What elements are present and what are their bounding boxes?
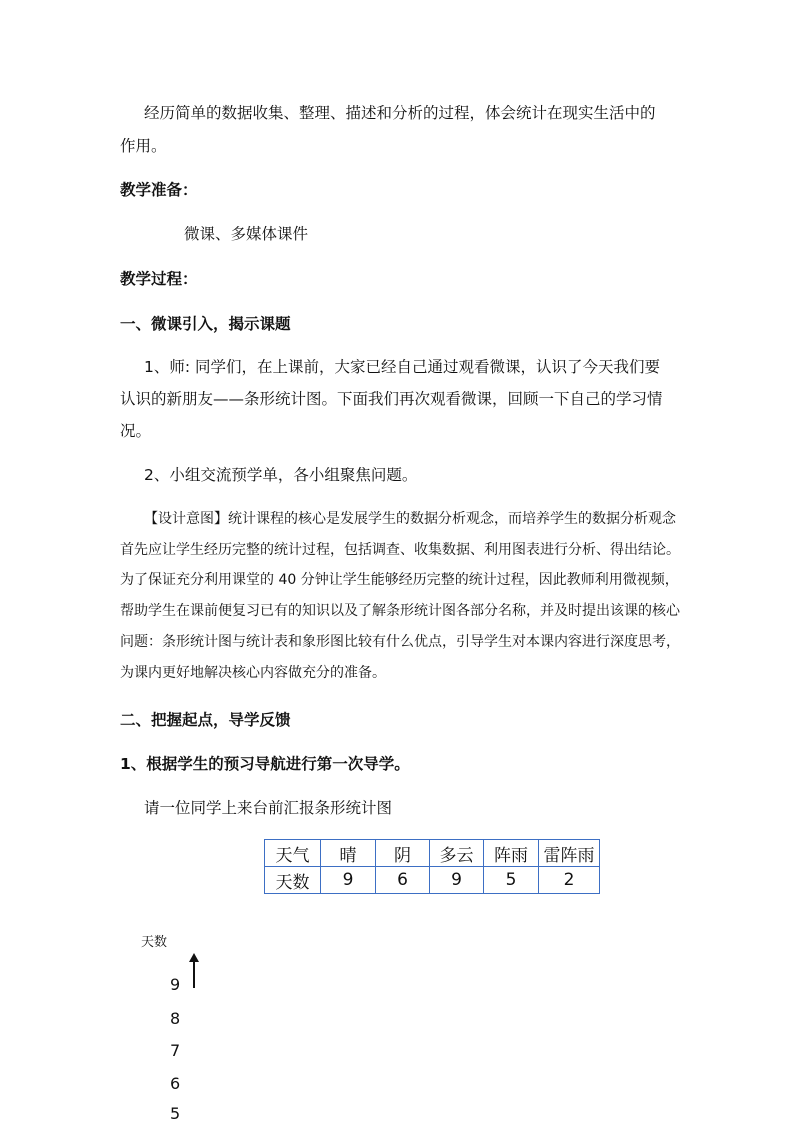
design-line-3: 为了保证充分利用课堂的 40 分钟让学生能够经历完整的统计过程，因此教师利用微视频， [120, 572, 679, 588]
table-row-header [265, 840, 600, 867]
table-cell: 5 [484, 867, 539, 894]
design-line-6: 为课内更好地解决核心内容做充分的准备。 [120, 665, 386, 681]
y-axis-label: 天数 [141, 935, 168, 950]
process-heading: 教学过程： [120, 270, 198, 288]
objective-line-1: 经历简单的数据收集、整理、描述和分析的过程，体会统计在现实生活中的 [144, 104, 656, 122]
table-cell: 多云 [430, 840, 484, 867]
design-line-2: 首先应让学生经历完整的统计过程，包括调查、收集数据、利用图表进行分析、得出结论。 [120, 542, 680, 558]
y-tick-label: 8 [170, 1009, 181, 1028]
table-row-data [265, 867, 600, 894]
item1-line-1: 1、师: 同学们，在上课前，大家已经自己通过观看微课，认识了今天我们要 [144, 358, 661, 376]
table-cell: 9 [430, 867, 484, 894]
y-tick-label: 7 [170, 1041, 181, 1060]
design-line-1: 【设计意图】统计课程的核心是发展学生的数据分析观念，而培养学生的数据分析观念 [144, 511, 676, 527]
section1-item2: 2、小组交流预学单，各小组聚焦问题。 [144, 466, 418, 484]
design-line-5: 问题：条形统计图与统计表和象形图比较有什么优点，引导学生对本课内容进行深度思考， [120, 634, 680, 650]
item1-line-2: 认识的新朋友——条形统计图。下面我们再次观看微课，回顾一下自己的学习情 [120, 390, 663, 408]
weather-table [264, 839, 600, 894]
item1-line-3: 况。 [120, 422, 152, 440]
table-cell: 天数 [265, 867, 321, 894]
objective-line-2: 作用。 [120, 137, 167, 155]
prep-content: 微课、多媒体课件 [184, 225, 309, 243]
y-tick-label: 5 [170, 1104, 181, 1123]
prep-heading: 教学准备： [120, 181, 198, 199]
table-cell: 9 [321, 867, 376, 894]
y-tick-label: 6 [170, 1074, 181, 1093]
table-cell: 晴 [321, 840, 376, 867]
table-cell: 天气 [265, 840, 321, 867]
table-cell: 2 [539, 867, 600, 894]
section2-instruction: 请一位同学上来台前汇报条形统计图 [144, 799, 393, 817]
table-cell: 雷阵雨 [539, 840, 600, 867]
y-axis-line [193, 960, 195, 988]
section2-title: 二、把握起点，导学反馈 [120, 711, 291, 729]
table-cell: 6 [376, 867, 430, 894]
table-cell: 阴 [376, 840, 430, 867]
section2-subtitle: 1、根据学生的预习导航进行第一次导学。 [120, 755, 410, 773]
y-tick-label: 9 [170, 975, 181, 994]
design-line-4: 帮助学生在课前便复习已有的知识以及了解条形统计图各部分名称，并及时提出该课的核心 [120, 603, 680, 619]
table-cell: 阵雨 [484, 840, 539, 867]
section1-title: 一、微课引入，揭示课题 [120, 315, 291, 333]
